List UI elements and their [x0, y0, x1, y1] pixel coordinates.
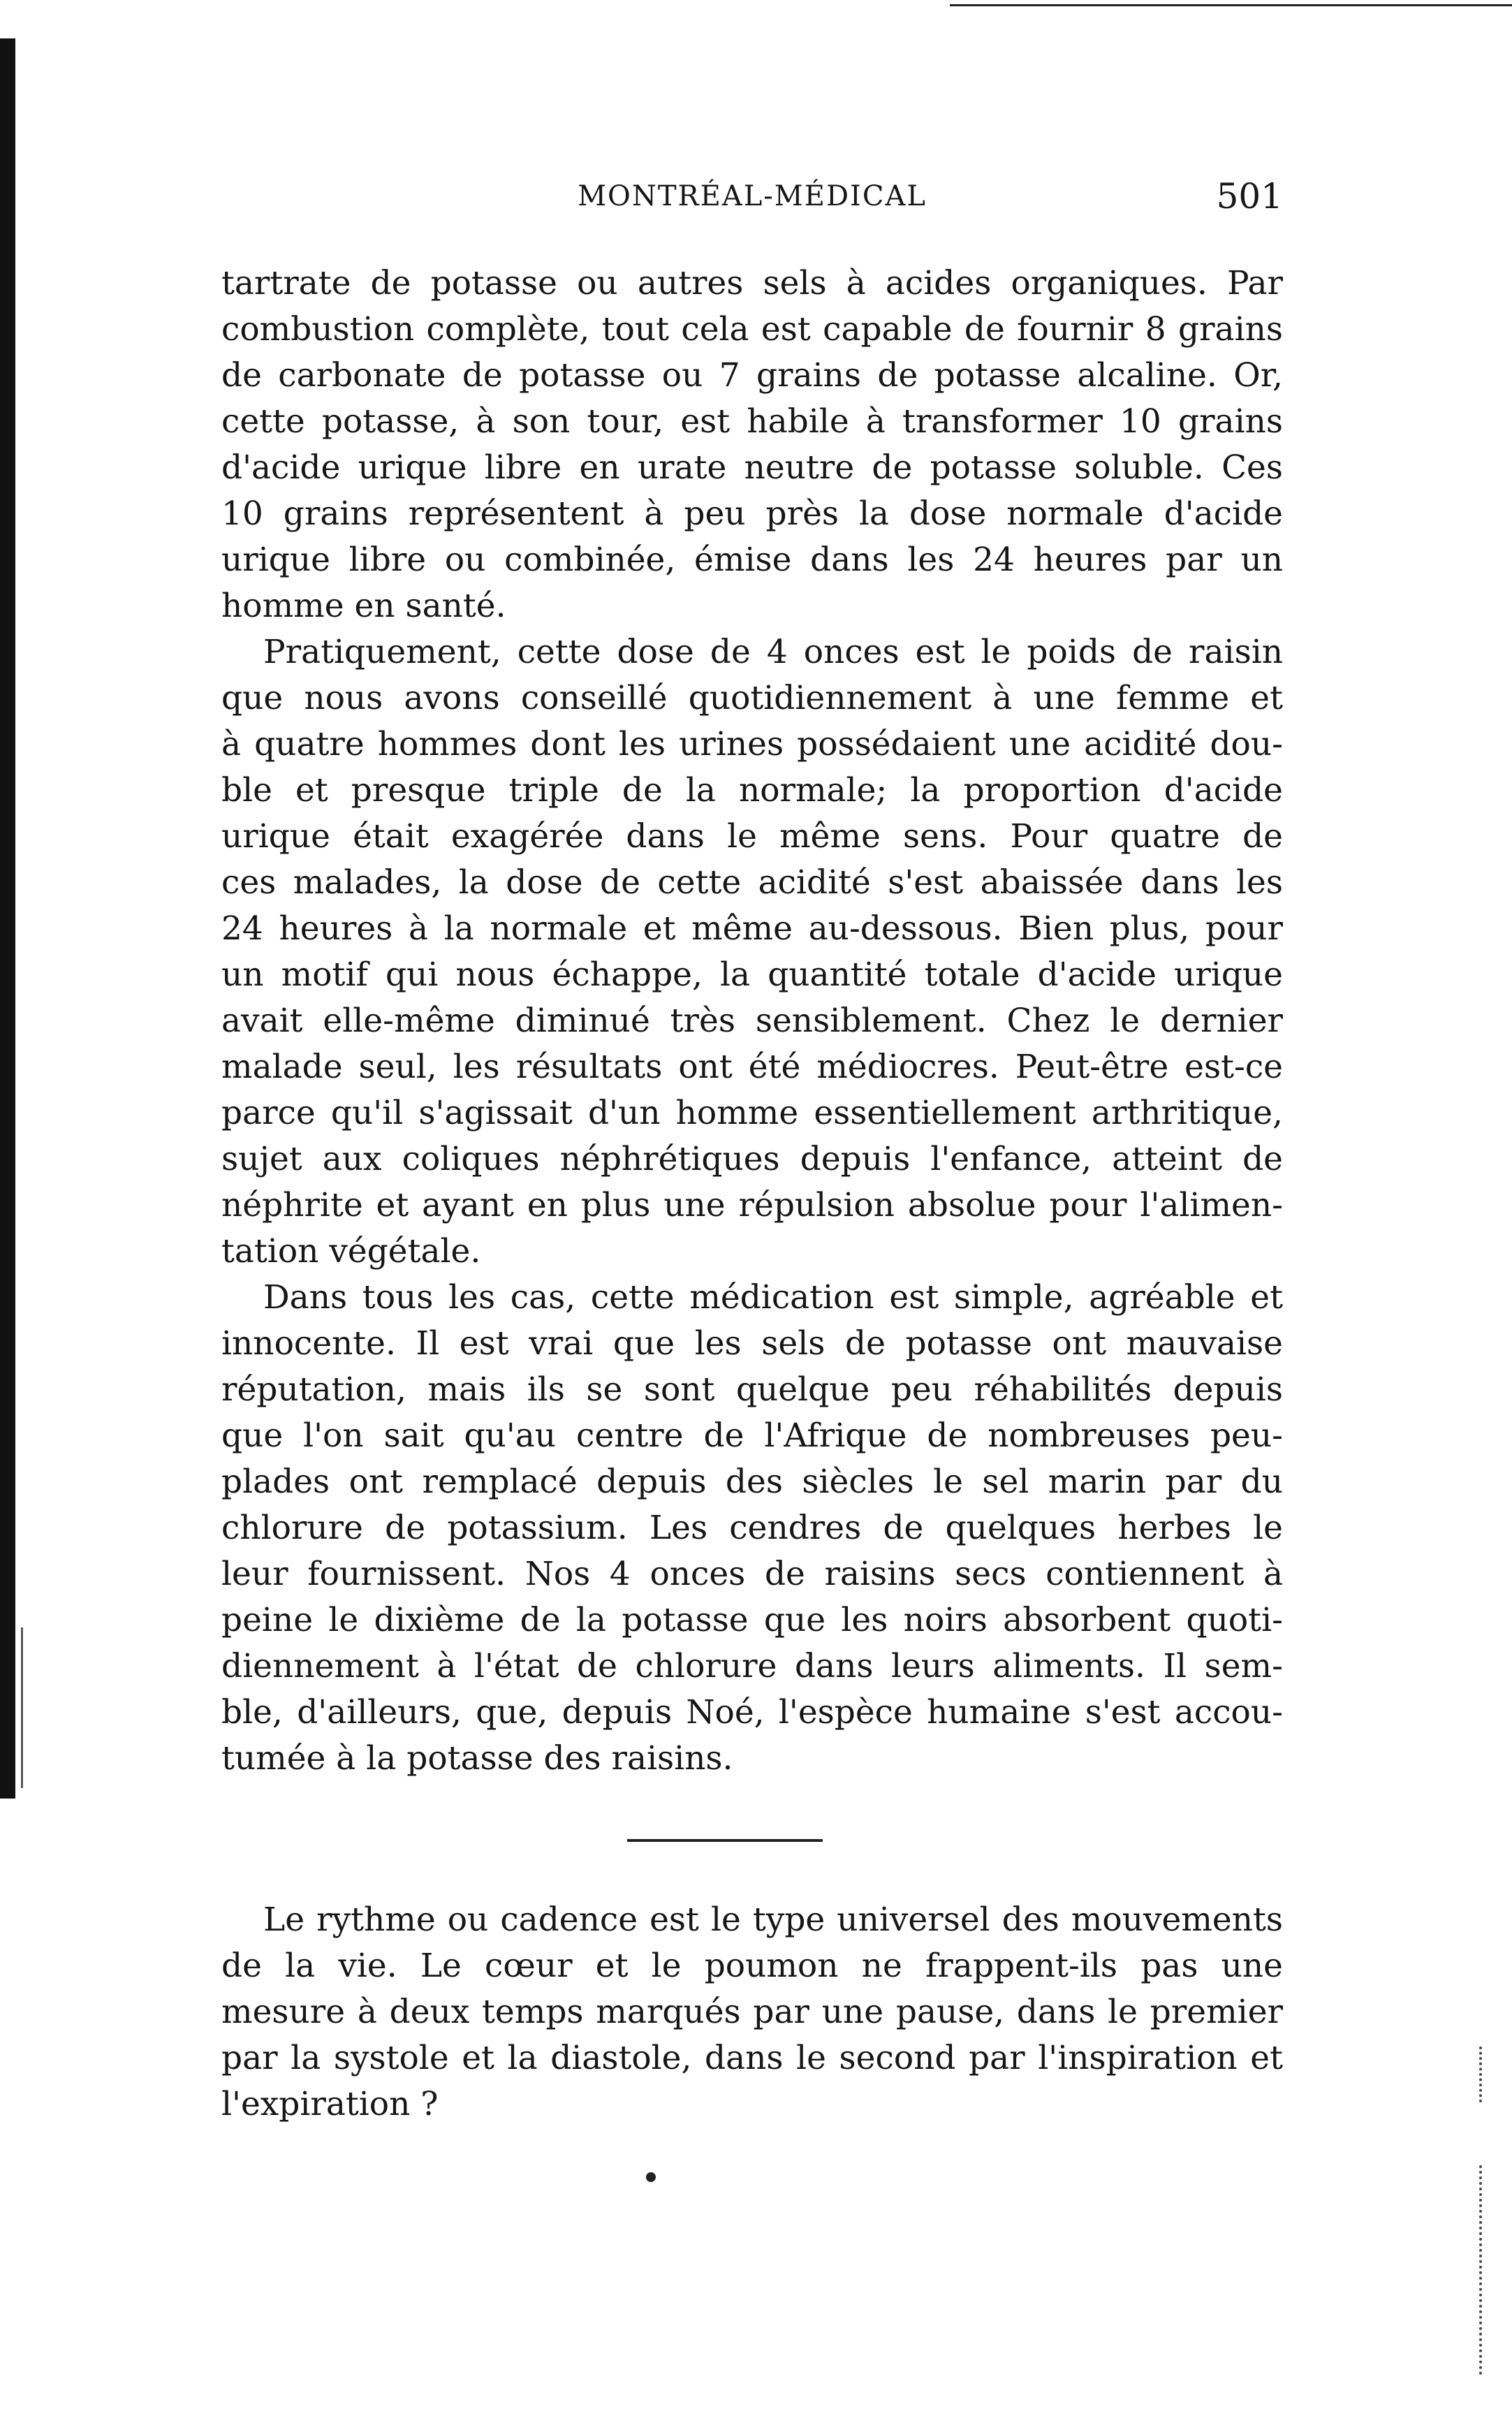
page-number: 501: [1216, 176, 1283, 217]
text-line: néphrite et ayant en plus une répulsion absolue pour l'alimen-: [221, 1186, 1283, 1224]
text-line: ble et presque triple de la normale; la proportion d'acide: [221, 771, 1283, 810]
text-line: de la vie. Le cœur et le poumon ne frappent-ils pas une: [221, 1947, 1283, 1985]
text-line: ces malades, la dose de cette acidité s'est abaissée dans les: [221, 863, 1283, 902]
text-line: urique libre ou combinée, émise dans les 24 heures par un: [221, 541, 1283, 579]
text-line: un motif qui nous échappe, la quantité totale d'acide urique: [221, 956, 1283, 994]
text-line: que nous avons conseillé quotidiennement à une femme et: [221, 679, 1283, 717]
text-line: diennement à l'état de chlorure dans leurs aliments. Il sem-: [221, 1647, 1283, 1685]
text-line: innocente. Il est vrai que les sels de potasse ont mauvaise: [221, 1324, 1283, 1363]
running-head: [221, 176, 1283, 229]
section-divider: [627, 1839, 823, 1842]
text-line: mesure à deux temps marqués par une pause, dans le premier: [221, 1993, 1283, 2031]
text-line: tumée à la potasse des raisins.: [221, 1739, 733, 1778]
text-line: tation végétale.: [221, 1232, 481, 1271]
text-line: 24 heures à la normale et même au-dessous. Bien plus, pour: [221, 909, 1283, 948]
text-line: plades ont remplacé depuis des siècles le sel marin par du: [221, 1463, 1283, 1501]
text-line: leur fournissent. Nos 4 onces de raisins secs contiennent à: [221, 1555, 1283, 1593]
text-line: l'expiration ?: [221, 2085, 439, 2123]
scan-mark-left: [21, 1627, 23, 1788]
text-line: peine le dixième de la potasse que les noirs absorbent quoti-: [221, 1601, 1283, 1639]
text-line: par la systole et la diastole, dans le second par l'inspiration et: [221, 2039, 1283, 2077]
text-line: Le rythme ou cadence est le type universel des mouvements: [263, 1901, 1283, 1939]
scan-shadow-top: [950, 4, 1512, 6]
text-line: 10 grains représentent à peu près la dose normale d'acide: [221, 495, 1283, 533]
paragraph-4: [221, 1897, 1283, 2128]
paragraph-3: [221, 1275, 1283, 1782]
text-line: homme en santé.: [221, 587, 506, 625]
paragraph-1: [221, 261, 1283, 629]
scan-speckle-right: [1479, 2165, 1485, 2375]
text-line: réputation, mais ils se sont quelque peu réhabilités depuis: [221, 1370, 1283, 1409]
bullet-mark: [646, 2172, 656, 2182]
text-line: que l'on sait qu'au centre de l'Afrique de nombreuses peu-: [221, 1416, 1283, 1455]
text-line: Pratiquement, cette dose de 4 onces est le poids de raisin: [263, 633, 1283, 671]
text-line: cette potasse, à son tour, est habile à transformer 10 grains: [221, 402, 1283, 441]
text-line: ble, d'ailleurs, que, depuis Noé, l'espèce humaine s'est accou-: [221, 1693, 1283, 1732]
scan-shadow-left: [0, 38, 15, 1799]
text-line: combustion complète, tout cela est capable de fournir 8 grains: [221, 310, 1283, 349]
text-line: parce qu'il s'agissait d'un homme essentiellement arthritique,: [221, 1094, 1283, 1132]
running-title: MONTRÉAL-MÉDICAL: [578, 180, 927, 212]
text-line: à quatre hommes dont les urines possédaient une acidité dou-: [221, 725, 1283, 763]
paragraph-2: [221, 629, 1283, 1275]
text-line: urique était exagérée dans le même sens. Pour quatre de: [221, 817, 1283, 856]
text-line: de carbonate de potasse ou 7 grains de potasse alcaline. Or,: [221, 356, 1283, 395]
text-line: avait elle-même diminué très sensiblement. Chez le dernier: [221, 1002, 1283, 1040]
text-line: d'acide urique libre en urate neutre de potasse soluble. Ces: [221, 448, 1283, 487]
text-line: tartrate de potasse ou autres sels à acides organiques. Par: [221, 264, 1283, 302]
text-line: chlorure de potassium. Les cendres de quelques herbes le: [221, 1509, 1283, 1547]
text-line: sujet aux coliques néphrétiques depuis l'enfance, atteint de: [221, 1140, 1283, 1178]
text-line: Dans tous les cas, cette médication est simple, agréable et: [263, 1278, 1283, 1317]
text-line: malade seul, les résultats ont été médiocres. Peut-être est-ce: [221, 1048, 1283, 1086]
scan-speckle-right: [1479, 2047, 1485, 2102]
